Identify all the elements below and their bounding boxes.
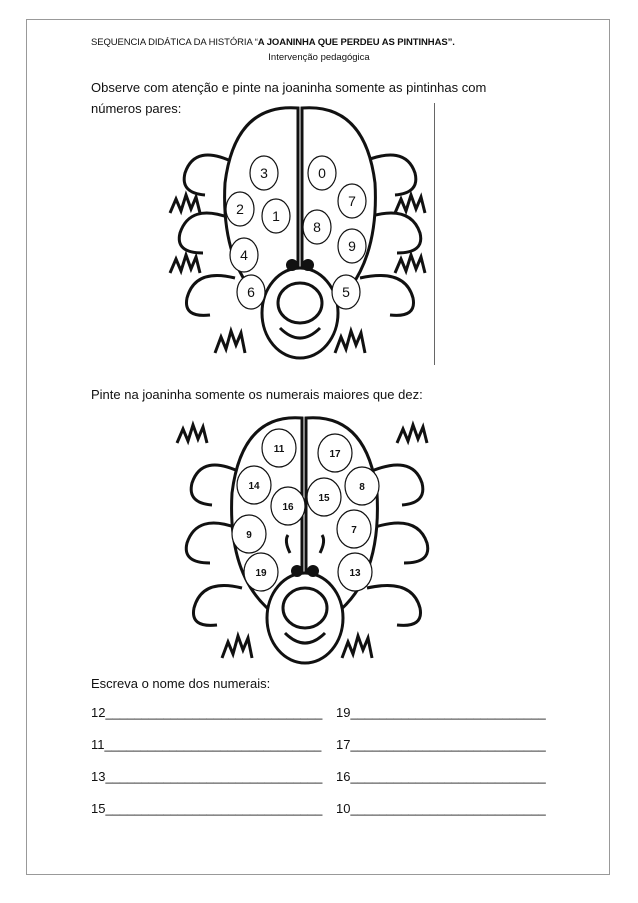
spot-number: 9 — [246, 530, 252, 541]
write-line-right[interactable]: 19___________________________ — [336, 705, 546, 720]
write-row — [91, 705, 546, 720]
spot-number: 9 — [348, 238, 356, 254]
spot-number: 7 — [348, 193, 356, 209]
spot-number: 15 — [318, 493, 330, 504]
write-row — [91, 737, 546, 752]
eye-left — [291, 565, 303, 577]
spot-number: 17 — [329, 449, 341, 460]
leg-left-2 — [179, 213, 230, 253]
grass-right-2 — [395, 255, 425, 273]
spot-number: 16 — [282, 502, 294, 513]
write-line-left[interactable]: 15______________________________ — [91, 801, 323, 816]
eye-right — [307, 565, 319, 577]
grass-right-1 — [395, 195, 425, 213]
activity1-instruction-line2: números pares: — [91, 101, 182, 116]
grass-top-left — [177, 425, 207, 443]
spot-number: 2 — [236, 201, 244, 217]
spot-number: 3 — [260, 165, 268, 181]
grass-left-1 — [170, 195, 200, 213]
write-row — [91, 769, 546, 784]
leg-right-3 — [367, 586, 421, 626]
spot-number: 6 — [247, 284, 255, 300]
leg-right-3 — [360, 276, 414, 316]
write-line-right[interactable]: 10___________________________ — [336, 801, 546, 816]
ladybug-illustration-2 — [172, 413, 437, 670]
grass-bottom-right — [335, 331, 365, 353]
write-line-left[interactable]: 12______________________________ — [91, 705, 323, 720]
write-line-left[interactable]: 11______________________________ — [91, 737, 322, 752]
grass-bottom-right — [342, 636, 372, 658]
ladybug-illustration-1 — [165, 103, 435, 365]
spot-number: 0 — [318, 165, 326, 181]
eye-right — [302, 259, 314, 271]
grass-left-2 — [170, 255, 200, 273]
spot-number: 13 — [349, 568, 361, 579]
spot-number: 5 — [342, 284, 350, 300]
spot-number: 14 — [248, 481, 260, 492]
write-line-left[interactable]: 13______________________________ — [91, 769, 323, 784]
header-title: A JOANINHA QUE PERDEU AS PINTINHAS”. — [257, 37, 455, 48]
spot-number: 8 — [359, 482, 365, 493]
grass-bottom-left — [222, 636, 252, 658]
header-subtitle: Intervenção pedagógica — [268, 52, 370, 63]
leg-right-2 — [372, 523, 428, 563]
header-prefix: SEQUENCIA DIDÁTICA DA HISTÓRIA “ — [91, 37, 258, 48]
grass-bottom-left — [215, 331, 245, 353]
spot-number: 8 — [313, 219, 321, 235]
grass-top-right — [397, 425, 427, 443]
spot-number: 1 — [272, 208, 280, 224]
spot-number: 19 — [255, 568, 267, 579]
spot-number: 7 — [351, 525, 357, 536]
leg-left-3 — [186, 276, 235, 316]
write-line-right[interactable]: 16___________________________ — [336, 769, 546, 784]
leg-left-3 — [193, 586, 242, 626]
write-row — [91, 801, 546, 816]
spot-number: 4 — [240, 247, 248, 263]
leg-left-2 — [186, 523, 237, 563]
activity1-instruction-line1: Observe com atenção e pinte na joaninha somente as pintinhas com — [91, 80, 487, 95]
write-line-right[interactable]: 17___________________________ — [336, 737, 546, 752]
activity3-instruction: Escreva o nome dos numerais: — [91, 676, 271, 691]
document-header — [91, 37, 455, 48]
activity2-instruction: Pinte na joaninha somente os numerais maiores que dez: — [91, 387, 423, 402]
spot-number: 11 — [273, 444, 285, 455]
eye-left — [286, 259, 298, 271]
